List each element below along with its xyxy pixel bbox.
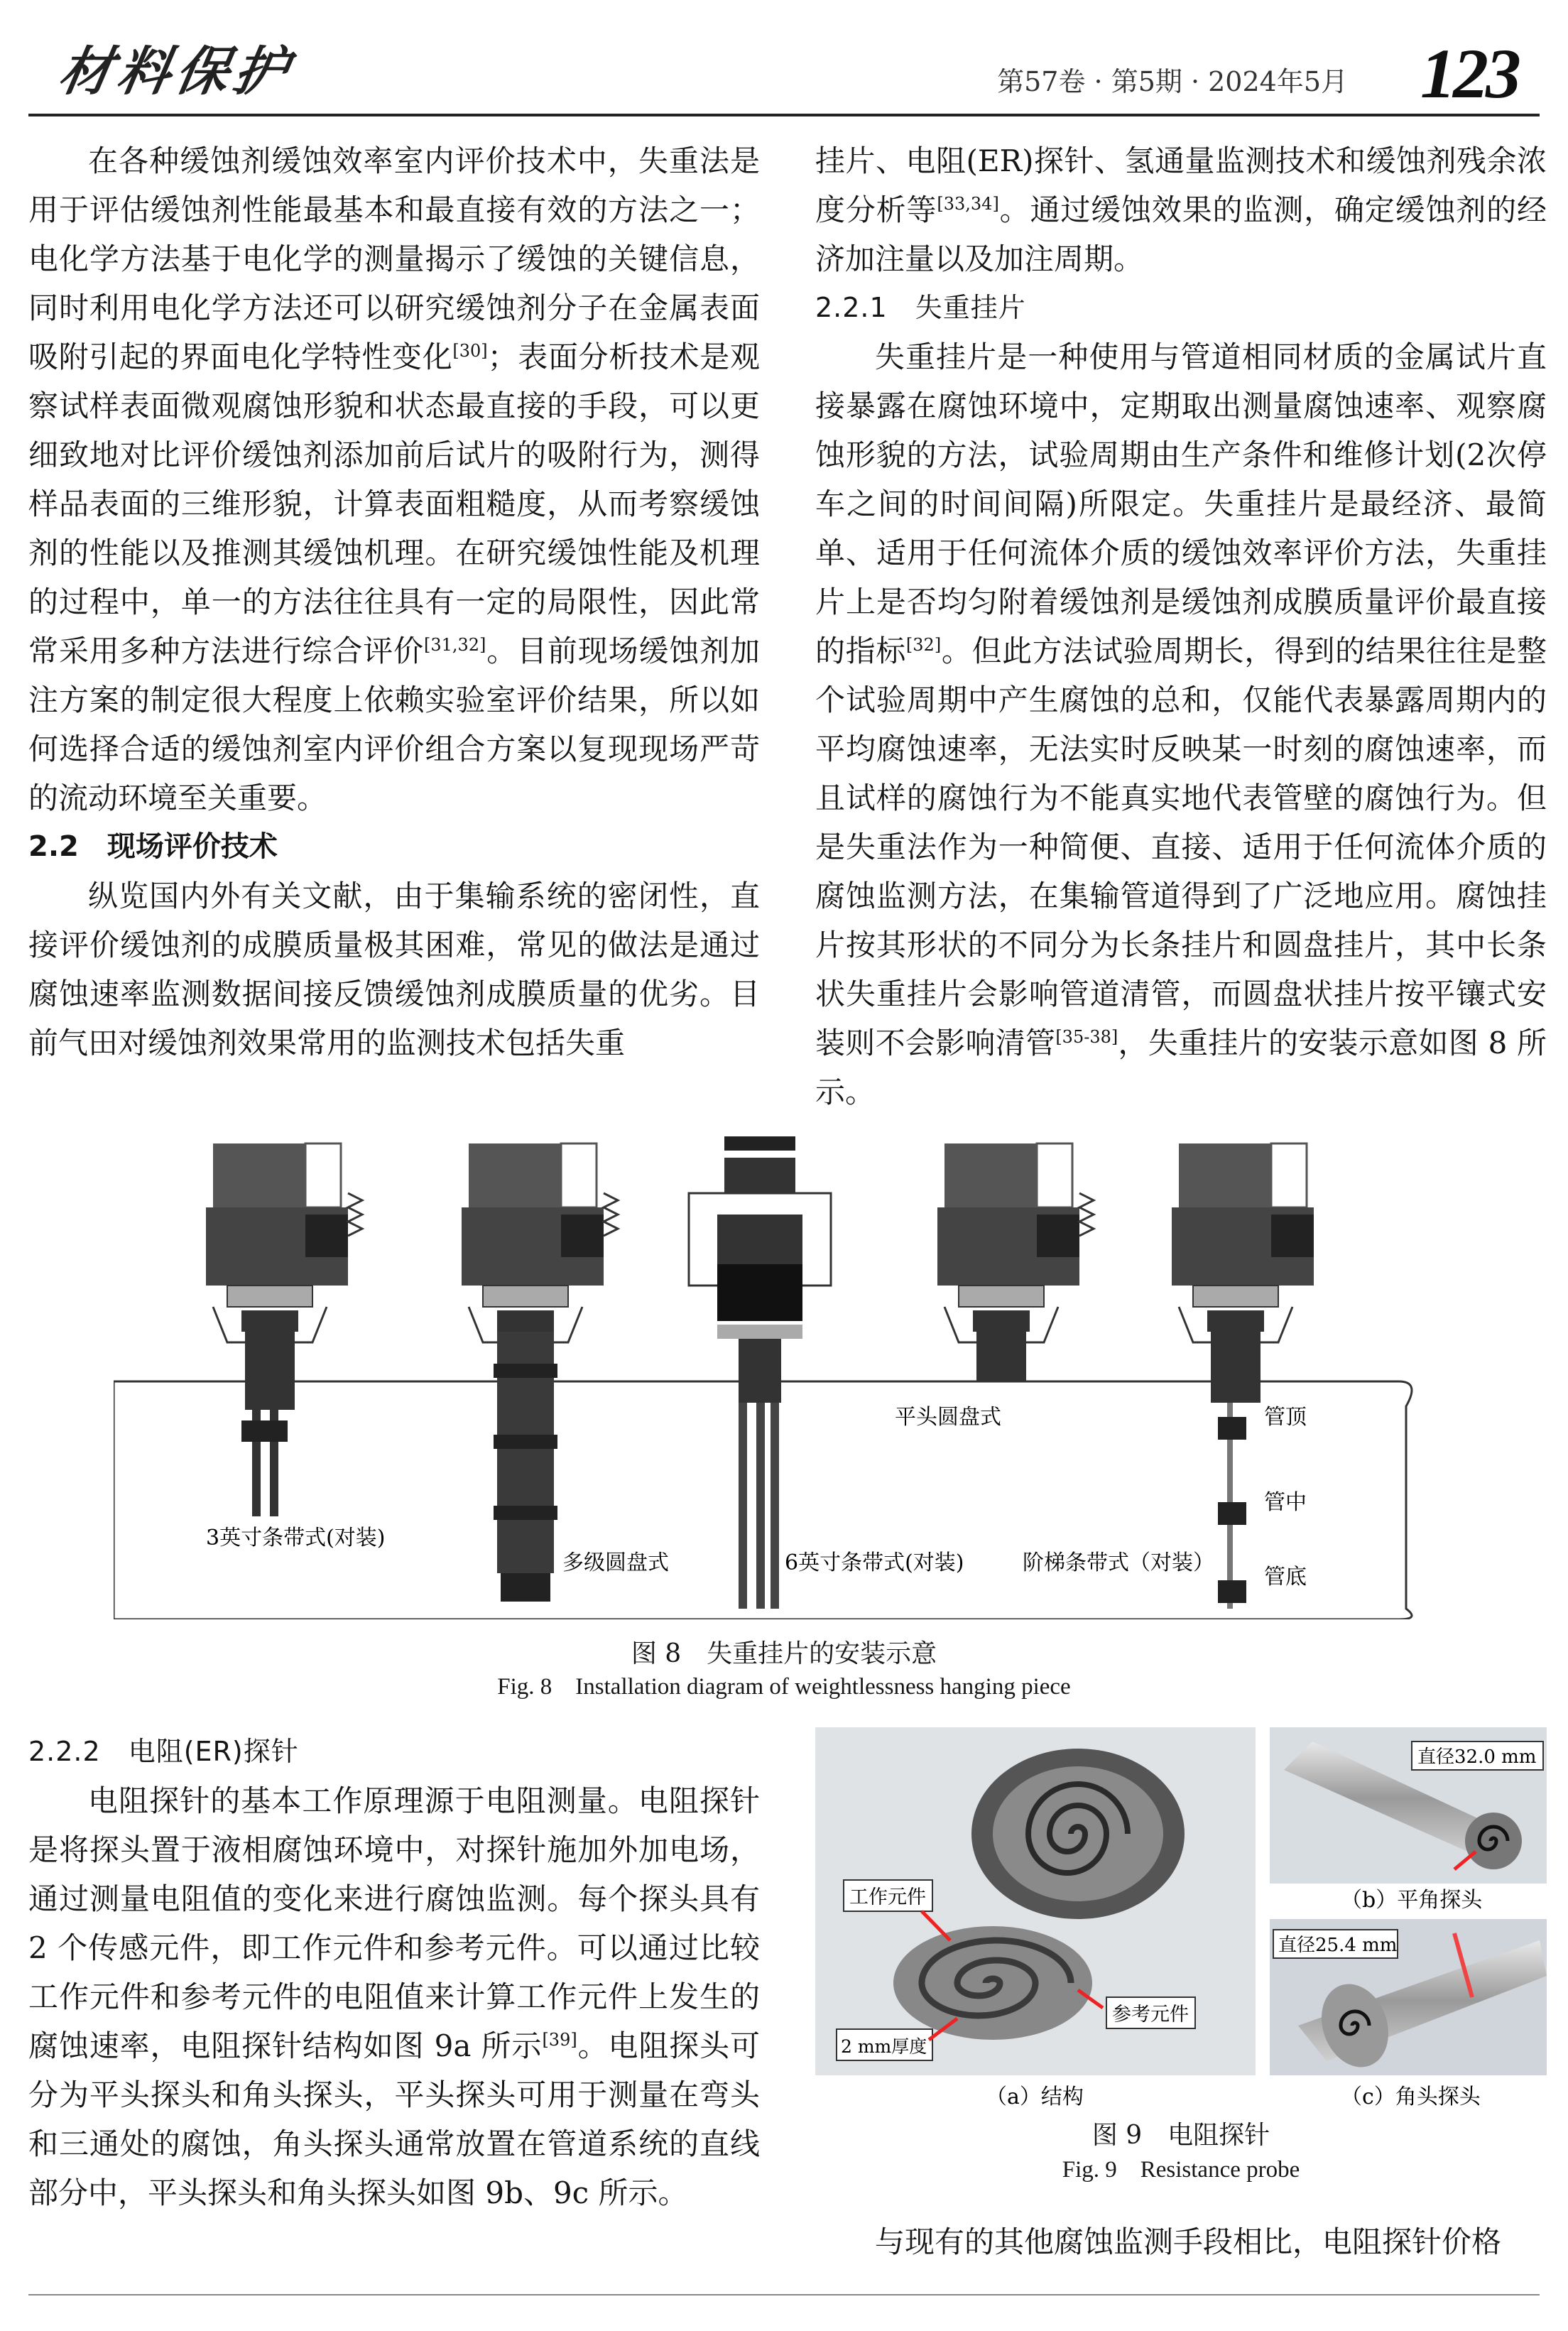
figure-9-caption-cn: 图 9 电阻探针 (1091, 2121, 1270, 2150)
figure-9-photos (815, 1727, 1547, 2111)
figure-8-caption-en: Fig. 8 Installation diagram of weightlessness hanging piece (497, 1674, 1071, 1700)
page-header (28, 24, 1540, 113)
label-bottom: 管底 (1264, 1565, 1307, 1590)
right-column-bottom (815, 2217, 1547, 2266)
paragraph: 失重挂片是一种使用与管道相同材质的金属试片直接暴露在腐蚀环境中，定期取出测量腐蚀速率、观察腐蚀形貌的方法，试验周期由生产条件和维修计划(2次停车之间的时间间隔)所限定。失重挂片是最经济、最简单、适用于任何流体介质的缓蚀效率评价方法，失重挂片上是否均匀附着缓蚀剂是缓蚀剂成膜质量评价最直接的指标[32]。但此方法试验周期长，得到的结果往往是整个试验周期中产生腐蚀的总和，仅能代表暴露周期内的平均腐蚀速率，无法实时反映某一时刻的腐蚀速率，而且试样的腐蚀行为不能真实地代表管壁的腐蚀行为。但是失重法作为一种简便、直接、适用于任何流体介质的腐蚀监测方法，在集输管道得到了广泛地应用。腐蚀挂片按其形状的不同分为长条挂片和圆盘挂片，其中长条状失重挂片会影响管道清管，而圆盘状挂片按平镶式安装则不会影响清管[35-38]，失重挂片的安装示意如图 8 所示。 (815, 339, 1547, 1109)
subsection-heading: 2.2.1 失重挂片 (815, 292, 1026, 323)
right-column-top (815, 136, 1547, 1116)
probe-strip-6in (689, 1136, 831, 1609)
label-stepped: 阶梯条带式（对装） (1023, 1550, 1214, 1575)
probe-strip-3in (206, 1143, 362, 1516)
label-diameter-25: 直径25.4 mm (1278, 1935, 1398, 1956)
citation: [31,32] (423, 635, 486, 655)
citation: [30] (452, 341, 488, 361)
citation: [33,34] (937, 194, 999, 214)
label-strip6: 6英寸条带式(对装) (785, 1550, 964, 1575)
label-top: 管顶 (1264, 1405, 1307, 1430)
label-reference-element: 参考元件 (1112, 2004, 1189, 2026)
paragraph: 在各种缓蚀剂缓蚀效率室内评价技术中，失重法是用于评估缓蚀剂性能最基本和最直接有效的方法之一；电化学方法基于电化学的测量揭示了缓蚀的关键信息，同时利用电化学方法还可以研究缓蚀剂分子在金属表面吸附引起的界面电化学特性变化[30]；表面分析技术是观察试样表面微观腐蚀形貌和状态最直接的手段，可以更细致地对比评价缓蚀剂添加前后试片的吸附行为，测得样品表面的三维形貌，计算表面粗糙度，从而考察缓蚀剂的性能以及推测其缓蚀机理。在研究缓蚀性能及机理的过程中，单一的方法往往具有一定的局限性，因此常常采用多种方法进行综合评价[31,32]。目前现场缓蚀剂加注方案的制定很大程度上依赖实验室评价结果，所以如何选择合适的缓蚀剂室内评价组合方案以复现现场严苛的流动环境至关重要。 (28, 143, 760, 815)
probe-multi-disc (462, 1143, 618, 1602)
section-heading: 2.2 现场评价技术 (28, 830, 278, 863)
subcaption-b: （b）平角探头 (1341, 1888, 1483, 1913)
label-multi-disc: 多级圆盘式 (562, 1550, 669, 1575)
label-middle: 管中 (1264, 1490, 1307, 1515)
label-thickness: 2 mm厚度 (841, 2036, 927, 2057)
label-diameter-32: 直径32.0 mm (1417, 1746, 1537, 1768)
label-working-element: 工作元件 (849, 1886, 926, 1908)
paragraph: 与现有的其他腐蚀监测手段相比，电阻探针价格 (875, 2224, 1502, 2259)
page-number: 123 (1420, 34, 1518, 113)
citation: [35-38] (1055, 1027, 1118, 1047)
paragraph: 电阻探针的基本工作原理源于电阻测量。电阻探针是将探头置于液相腐蚀环境中，对探针施加外加电场，通过测量电阻值的变化来进行腐蚀监测。每个探头具有 2 个传感元件，即工作元件和参考元件。可以通过比较工作元件和参考元件的电阻值来计算工作元件上发生的腐蚀速率，电阻探针结构如图 9a 所示[39]。电阻探头可分为平头探头和角头探头，平头探头可用于测量在弯头和三通处的腐蚀，角头探头通常放置在管道系统的直线部分中，平头探头和角头探头如图 9b、9c 所示。 (28, 1783, 760, 2210)
photo-flat-probe (1270, 1727, 1547, 1884)
photo-structure (815, 1727, 1256, 2075)
citation: [39] (542, 2030, 577, 2050)
figure-8-diagram (114, 1136, 1420, 1619)
subcaption-c: （c）角头探头 (1341, 2085, 1481, 2109)
subsection-heading: 2.2.2 电阻(ER)探针 (28, 1736, 299, 1767)
issue-info: 第57卷 · 第5期 · 2024年5月 (997, 66, 1348, 97)
left-column-top (28, 136, 760, 1067)
probe-stepped-strip (1172, 1143, 1314, 1609)
label-strip3: 3英寸条带式(对装) (206, 1526, 386, 1550)
figure-9-caption-en: Fig. 9 Resistance probe (1062, 2157, 1300, 2183)
paragraph: 挂片、电阻(ER)探针、氢通量监测技术和缓蚀剂残余浓度分析等[33,34]。通过缓蚀效果的监测，确定缓蚀剂的经济加注量以及加注周期。 (815, 143, 1547, 276)
header-divider (28, 114, 1540, 116)
figure-8-caption-cn: 图 8 失重挂片的安装示意 (631, 1639, 937, 1668)
probe-flat-disc (937, 1143, 1094, 1381)
left-column-bottom (28, 1727, 760, 2217)
paragraph: 纵览国内外有关文献，由于集输系统的密闭性，直接评价缓蚀剂的成膜质量极其困难，常见的做法是通过腐蚀速率监测数据间接反馈缓蚀剂成膜质量的优劣。目前气田对缓蚀剂效果常用的监测技术包括失重 (28, 879, 760, 1060)
journal-logo: 材料保护 (54, 41, 298, 102)
subcaption-a: （a）结构 (986, 2085, 1084, 2109)
footer-divider (28, 2294, 1540, 2295)
label-flat-disc: 平头圆盘式 (895, 1405, 1001, 1430)
photo-angled-probe (1270, 1919, 1547, 2077)
citation: [32] (905, 635, 942, 655)
